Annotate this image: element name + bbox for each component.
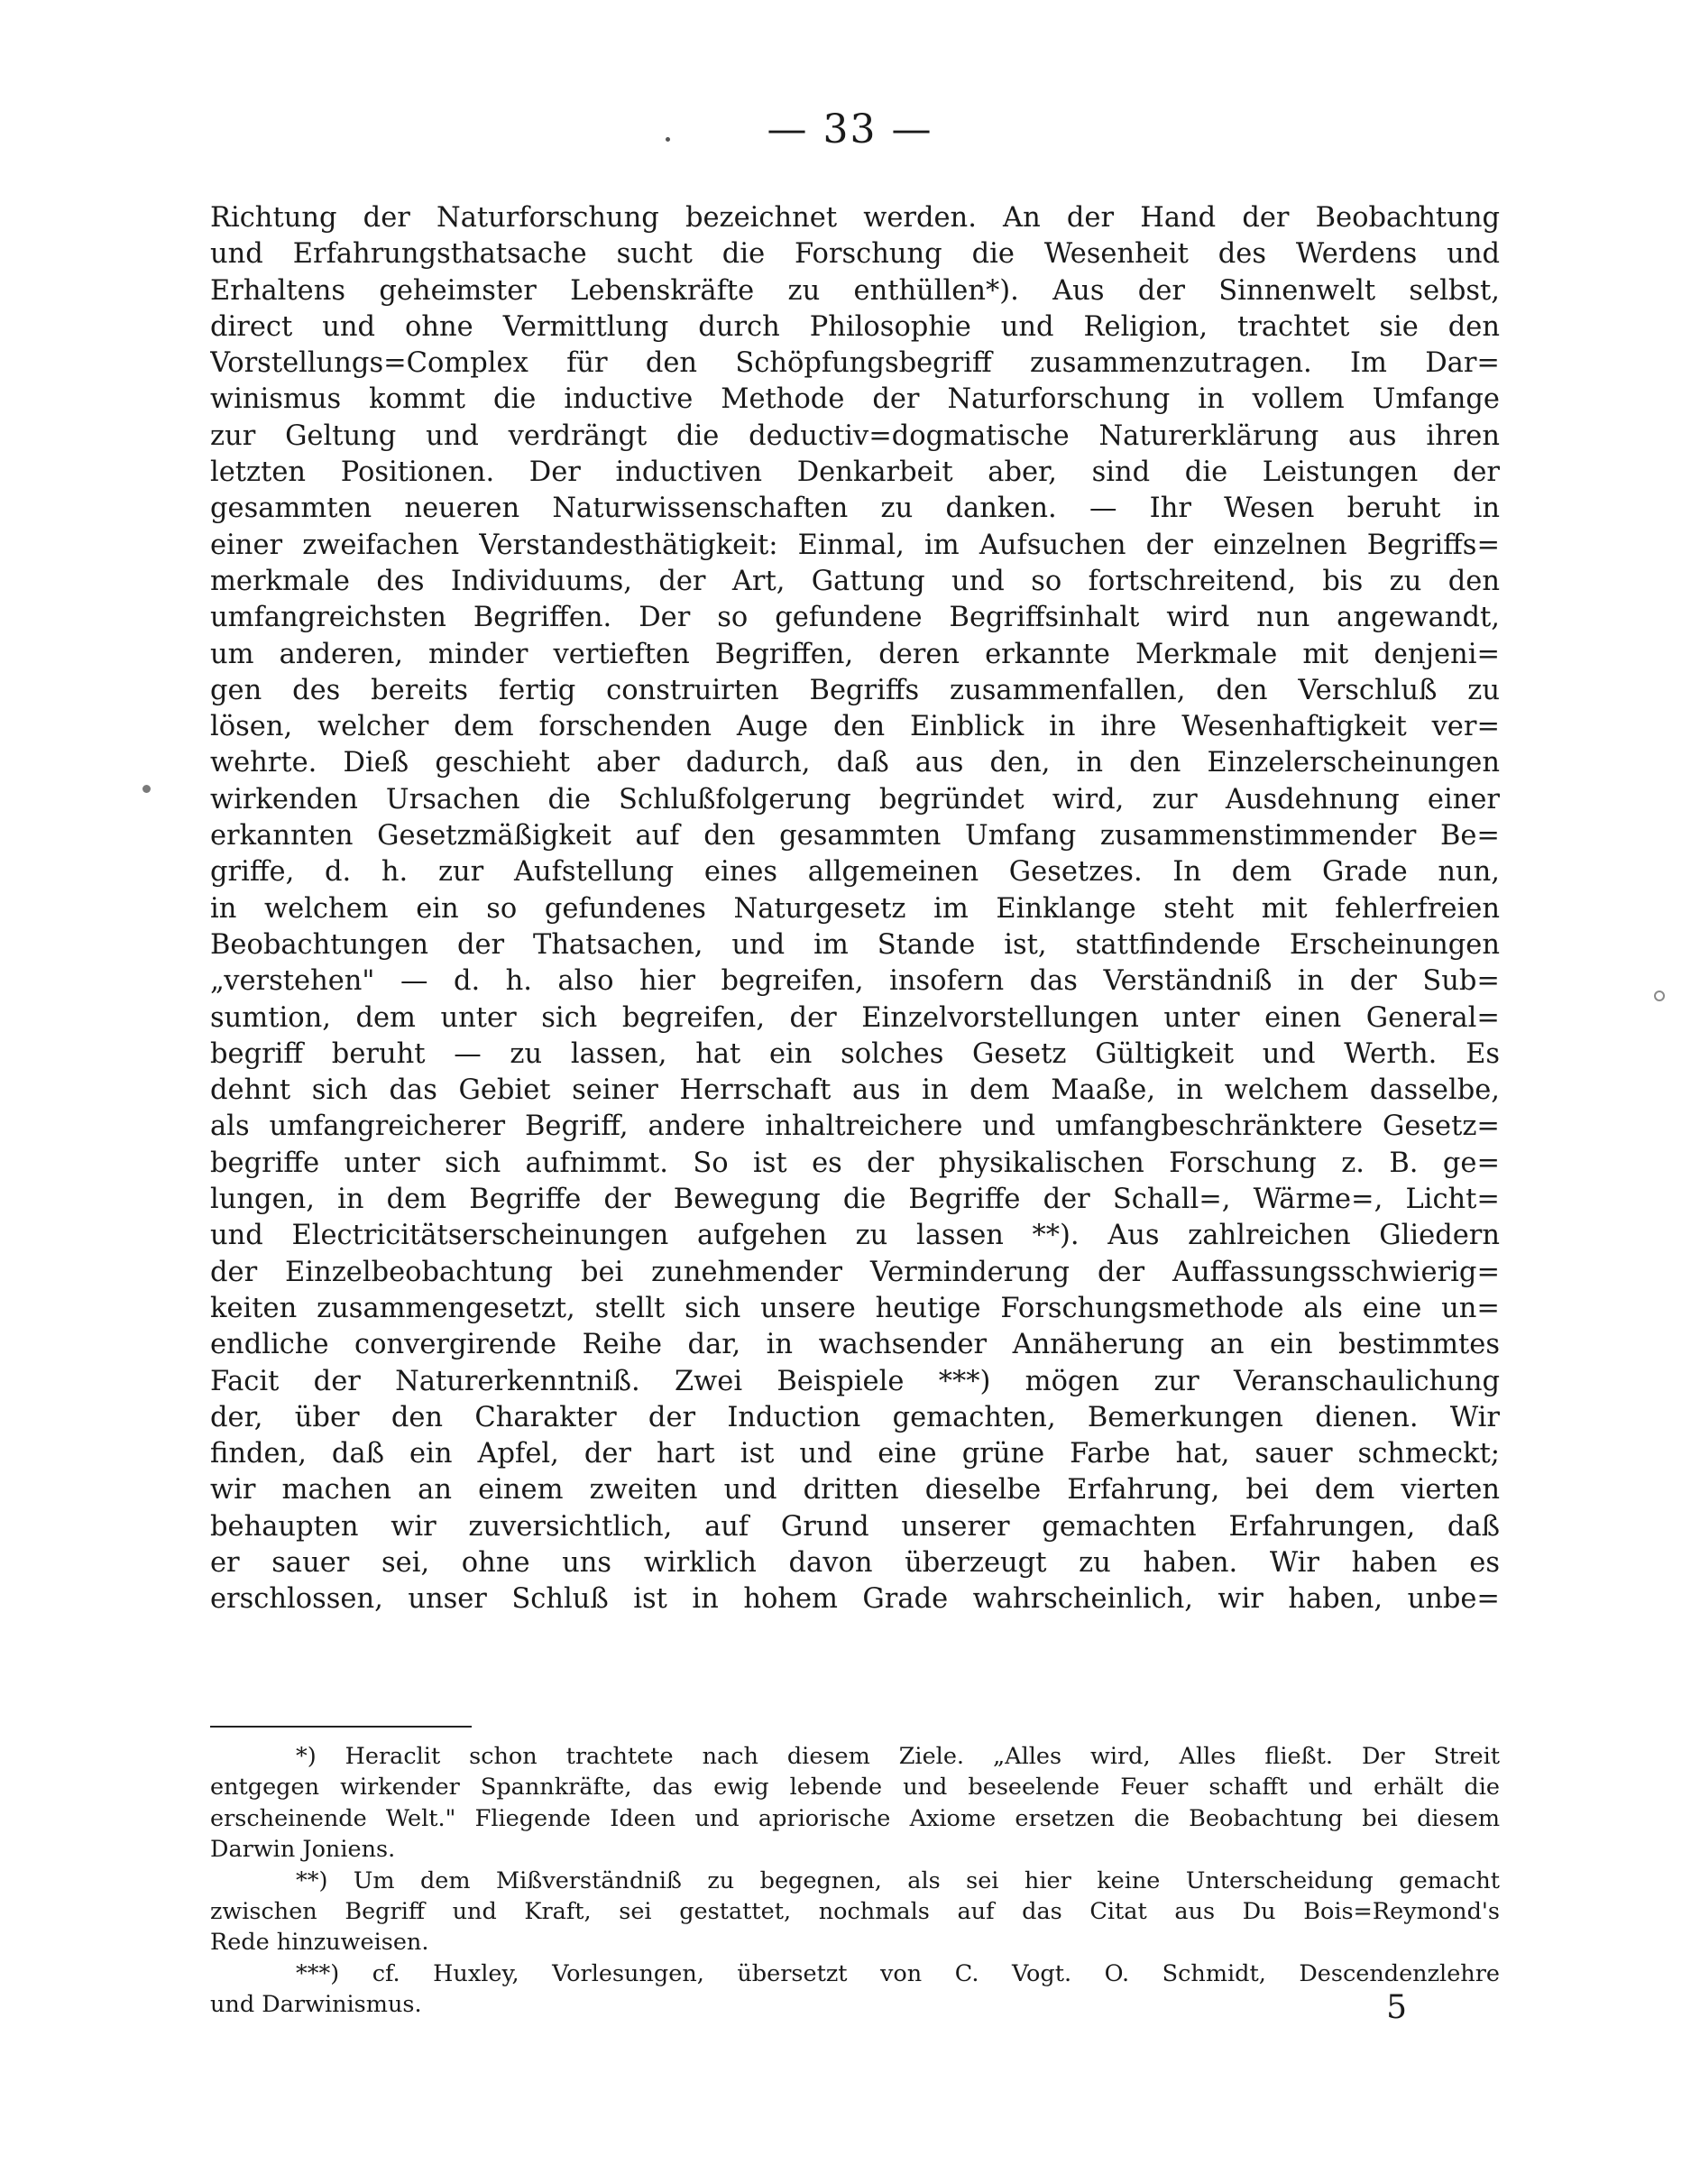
text-line: gesammten neueren Naturwissenschaften zu danken. — Ihr Wesen beruht in <box>210 493 1500 525</box>
footnote-line: ***) cf. Huxley, Vorlesungen, übersetzt von C. Vogt. O. Schmidt, Descendenzlehre <box>296 1959 1500 1987</box>
text-line: Erhaltens geheimster Lebenskräfte zu enthüllen*). Aus der Sinnenwelt selbst, <box>210 274 1500 307</box>
footnote-line: **) Um dem Mißverständniß zu begegnen, als sei hier keine Unterscheidung gemacht <box>296 1866 1500 1894</box>
text-line: Vorstellungs=Complex für den Schöpfungsbegriff zusammenzutragen. Im Dar= <box>210 347 1500 380</box>
footnote-line: Darwin Joniens. <box>210 1836 396 1864</box>
text-line: Facit der Naturerkenntniß. Zwei Beispiele ***) mögen zur Veranschaulichung <box>210 1365 1500 1397</box>
text-line: keiten zusammengesetzt, stellt sich unsere heutige Forschungsmethode als eine un= <box>210 1292 1500 1324</box>
footnote-line: und Darwinismus. <box>210 1991 422 2019</box>
footnote-line: erscheinende Welt." Fliegende Ideen und apriorische Axiome ersetzen die Beobachtung bei diesem <box>210 1804 1500 1832</box>
signature-mark: 5 <box>1386 1989 1407 2026</box>
text-line: lösen, welcher dem forschenden Auge den Einblick in ihre Wesenhaftigkeit ver= <box>210 711 1500 743</box>
text-line: sumtion, dem unter sich begreifen, der Einzelvorstellungen unter einen General= <box>210 1001 1500 1034</box>
text-line: als umfangreicherer Begriff, andere inhaltreichere und umfangbeschränktere Gesetz= <box>210 1110 1500 1143</box>
text-line: behaupten wir zuversichtlich, auf Grund unserer gemachten Erfahrungen, daß <box>210 1510 1500 1543</box>
text-line: einer zweifachen Verstandesthätigkeit: Einmal, im Aufsuchen der einzelnen Begriffs= <box>210 529 1500 561</box>
text-line: direct und ohne Vermittlung durch Philosophie und Religion, trachtet sie den <box>210 310 1500 343</box>
text-line: erkannten Gesetzmäßigkeit auf den gesammten Umfang zusammenstimmender Be= <box>210 820 1500 852</box>
text-line: und Erfahrungsthatsache sucht die Forschung die Wesenheit des Werdens und <box>210 238 1500 271</box>
text-line: in welchem ein so gefundenes Naturgesetz im Einklange steht mit fehlerfreien <box>210 892 1500 925</box>
text-line: wirkenden Ursachen die Schlußfolgerung begründet wird, zur Ausdehnung einer <box>210 783 1500 816</box>
page-number: — 33 — <box>767 106 933 152</box>
text-line: und Electricitätserscheinungen aufgehen zu lassen **). Aus zahlreichen Gliedern <box>210 1220 1500 1252</box>
text-line: dehnt sich das Gebiet seiner Herrschaft aus in dem Maaße, in welchem dasselbe, <box>210 1074 1500 1107</box>
footnote-line: entgegen wirkender Spannkräfte, das ewig lebende und beseelende Feuer schafft und erhält die <box>210 1774 1500 1802</box>
text-line: der Einzelbeobachtung bei zunehmender Verminderung der Auffassungsschwierig= <box>210 1256 1500 1288</box>
text-line: begriff beruht — zu lassen, hat ein solches Gesetz Gültigkeit und Werth. Es <box>210 1037 1500 1070</box>
text-line: winismus kommt die inductive Methode der Naturforschung in vollem Umfange <box>210 383 1500 416</box>
text-line: um anderen, minder vertieften Begriffen, deren erkannte Merkmale mit denjeni= <box>210 638 1500 670</box>
print-speck <box>142 785 151 793</box>
text-line: merkmale des Individuums, der Art, Gattung und so fortschreitend, bis zu den <box>210 565 1500 597</box>
text-line: Beobachtungen der Thatsachen, und im Stande ist, stattfindende Erscheinungen <box>210 928 1500 961</box>
text-line: wehrte. Dieß geschieht aber dadurch, daß aus den, in den Einzelerscheinungen <box>210 747 1500 779</box>
footnote-separator <box>210 1726 472 1728</box>
footnote-line: *) Heraclit schon trachtete nach diesem Ziele. „Alles wird, Alles fließt. Der Streit <box>296 1743 1500 1770</box>
text-line: finden, daß ein Apfel, der hart ist und eine grüne Farbe hat, sauer schmeckt; <box>210 1438 1500 1470</box>
text-line: gen des bereits fertig construirten Begriffs zusammenfallen, den Verschluß zu <box>210 674 1500 706</box>
text-line: zur Geltung und verdrängt die deductiv=dogmatische Naturerklärung aus ihren <box>210 419 1500 452</box>
text-line: griffe, d. h. zur Aufstellung eines allgemeinen Gesetzes. In dem Grade nun, <box>210 856 1500 889</box>
text-line: „verstehen" — d. h. also hier begreifen, insofern das Verständniß in der Sub= <box>210 965 1500 998</box>
text-line: wir machen an einem zweiten und dritten dieselbe Erfahrung, bei dem vierten <box>210 1474 1500 1507</box>
print-speck <box>1654 991 1665 1001</box>
text-line: endliche convergirende Reihe dar, in wachsender Annäherung an ein bestimmtes <box>210 1329 1500 1361</box>
footnote-line: Rede hinzuweisen. <box>210 1929 429 1957</box>
text-line: Richtung der Naturforschung bezeichnet werden. An der Hand der Beobachtung <box>210 202 1500 234</box>
text-line: begriffe unter sich aufnimmt. So ist es der physikalischen Forschung z. B. ge= <box>210 1147 1500 1179</box>
text-line: erschlossen, unser Schluß ist in hohem Grade wahrscheinlich, wir haben, unbe= <box>210 1583 1500 1616</box>
print-speck <box>666 137 670 142</box>
text-line: umfangreichsten Begriffen. Der so gefundene Begriffsinhalt wird nun angewandt, <box>210 602 1500 634</box>
footnote-line: zwischen Begriff und Kraft, sei gestattet, nochmals auf das Citat aus Du Bois=Reymond's <box>210 1897 1500 1925</box>
footnotes <box>210 1741 1500 2021</box>
text-line: er sauer sei, ohne uns wirklich davon überzeugt zu haben. Wir haben es <box>210 1546 1500 1579</box>
main-text-block <box>210 200 1500 1618</box>
text-line: letzten Positionen. Der inductiven Denkarbeit aber, sind die Leistungen der <box>210 456 1500 489</box>
text-line: der, über den Charakter der Induction gemachten, Bemerkungen dienen. Wir <box>210 1401 1500 1433</box>
text-line: lungen, in dem Begriffe der Bewegung die Begriffe der Schall=, Wärme=, Licht= <box>210 1184 1500 1216</box>
